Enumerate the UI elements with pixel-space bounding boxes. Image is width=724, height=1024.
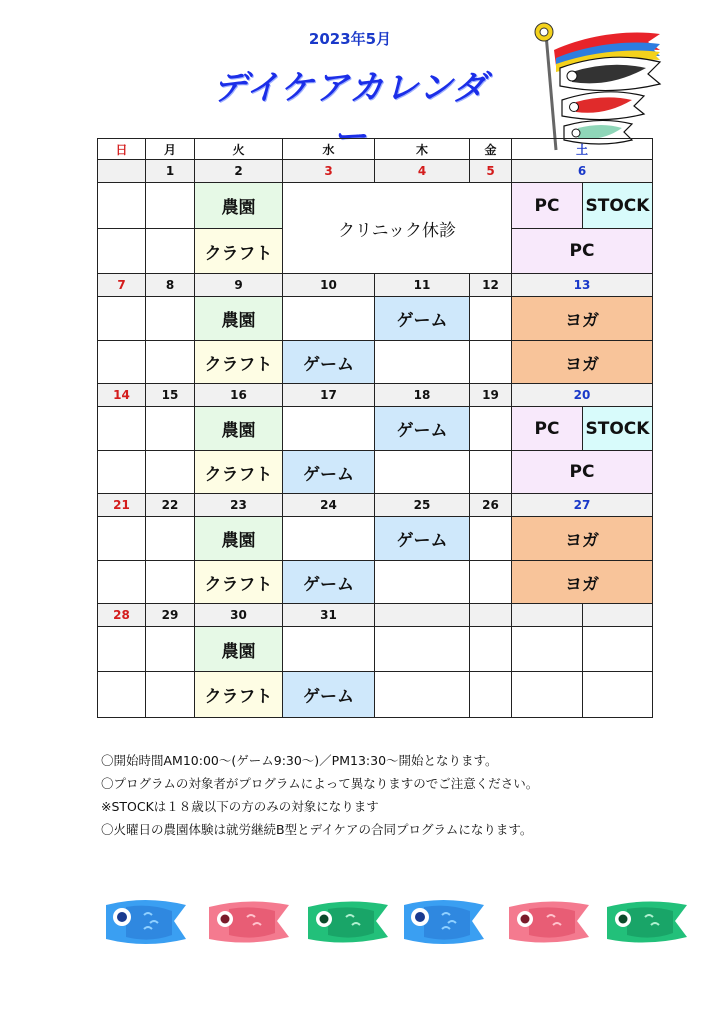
program-stock: STOCK [582, 406, 653, 451]
date-cell: 6 [511, 159, 653, 183]
program-cell [469, 626, 512, 672]
koinobori-green-icon [302, 893, 392, 953]
program-cell [511, 626, 583, 672]
clinic-closed: クリニック休診 [282, 182, 512, 274]
program-cell [145, 671, 195, 718]
program-cell [469, 516, 512, 561]
koinobori-pole-icon [520, 12, 670, 152]
date-cell: 20 [511, 383, 653, 407]
program-cell [374, 671, 470, 718]
date-cell: 2 [194, 159, 283, 183]
date-cell: 9 [194, 273, 283, 297]
note-farm: 〇火曜日の農園体験は就労継続B型とデイケアの合同プログラムになります。 [101, 822, 533, 837]
weekday-sunday: 日 [97, 138, 146, 160]
date-cell: 26 [469, 493, 512, 517]
program-cell [145, 296, 195, 341]
date-cell: 10 [282, 273, 375, 297]
program-pc: PC [511, 450, 653, 494]
program-pc: PC [511, 228, 653, 274]
koinobori-blue-icon [100, 893, 190, 953]
program-cell [145, 516, 195, 561]
date-cell: 25 [374, 493, 470, 517]
program-cell [97, 296, 146, 341]
program-cell [282, 406, 375, 451]
weekday-saturday: 土 [511, 138, 653, 160]
program-cell [282, 516, 375, 561]
date-cell: 13 [511, 273, 653, 297]
program-cell [469, 671, 512, 718]
date-cell: 5 [469, 159, 512, 183]
program-cell [97, 406, 146, 451]
weekday-tuesday: 火 [194, 138, 283, 160]
date-cell: 18 [374, 383, 470, 407]
note-target: 〇プログラムの対象者がプログラムによって異なりますのでご注意ください。 [101, 776, 539, 791]
program-cell [469, 296, 512, 341]
date-cell: 14 [97, 383, 146, 407]
program-stock: STOCK [582, 182, 653, 229]
program-craft: クラフト [194, 340, 283, 384]
program-cell [145, 182, 195, 229]
date-cell: 21 [97, 493, 146, 517]
program-craft: クラフト [194, 560, 283, 604]
year-month: 2023年5月 [308, 30, 392, 48]
program-cell [511, 671, 583, 718]
date-cell [511, 603, 583, 627]
date-cell: 15 [145, 383, 195, 407]
weekday-wednesday: 水 [282, 138, 375, 160]
program-cell [374, 450, 470, 494]
program-cell [97, 516, 146, 561]
date-cell: 24 [282, 493, 375, 517]
program-cell [582, 626, 653, 672]
page-title: デイケアカレンダー [212, 68, 488, 157]
program-game: ゲーム [374, 296, 470, 341]
program-farm: 農園 [194, 296, 283, 341]
note-stock: ※STOCKは１８歳以下の方のみの対象になります [101, 799, 379, 814]
program-cell [469, 406, 512, 451]
program-cell [469, 450, 512, 494]
program-cell [145, 406, 195, 451]
weekday-monday: 月 [145, 138, 195, 160]
program-cell [469, 340, 512, 384]
program-cell [145, 450, 195, 494]
program-game: ゲーム [282, 340, 375, 384]
program-yoga: ヨガ [511, 516, 653, 561]
program-farm: 農園 [194, 626, 283, 672]
date-cell: 19 [469, 383, 512, 407]
program-cell [145, 560, 195, 604]
date-cell: 8 [145, 273, 195, 297]
program-craft: クラフト [194, 450, 283, 494]
program-cell [374, 340, 470, 384]
date-cell: 11 [374, 273, 470, 297]
program-cell [282, 626, 375, 672]
date-cell: 31 [282, 603, 375, 627]
program-cell [374, 626, 470, 672]
program-craft: クラフト [194, 671, 283, 718]
weekday-thursday: 木 [374, 138, 470, 160]
program-cell [97, 671, 146, 718]
date-cell: 4 [374, 159, 470, 183]
program-cell [582, 671, 653, 718]
program-yoga: ヨガ [511, 340, 653, 384]
date-cell: 30 [194, 603, 283, 627]
program-game: ゲーム [282, 450, 375, 494]
program-game: ゲーム [374, 516, 470, 561]
program-cell [97, 340, 146, 384]
date-cell: 1 [145, 159, 195, 183]
date-cell [97, 159, 146, 183]
program-farm: 農園 [194, 516, 283, 561]
date-cell: 12 [469, 273, 512, 297]
program-cell [145, 228, 195, 274]
koinobori-pink-icon [203, 893, 293, 953]
date-cell [582, 603, 653, 627]
program-farm: 農園 [194, 182, 283, 229]
date-cell: 3 [282, 159, 375, 183]
program-farm: 農園 [194, 406, 283, 451]
program-cell [97, 450, 146, 494]
notes [101, 749, 538, 841]
weekday-friday: 金 [469, 138, 512, 160]
date-cell: 28 [97, 603, 146, 627]
program-cell [145, 626, 195, 672]
program-cell [97, 560, 146, 604]
program-cell [97, 626, 146, 672]
date-cell [374, 603, 470, 627]
program-cell [97, 182, 146, 229]
program-game: ゲーム [374, 406, 470, 451]
date-cell: 23 [194, 493, 283, 517]
date-cell: 22 [145, 493, 195, 517]
date-cell: 16 [194, 383, 283, 407]
program-cell [282, 296, 375, 341]
date-cell: 29 [145, 603, 195, 627]
date-cell: 17 [282, 383, 375, 407]
koinobori-blue-icon [398, 893, 488, 953]
program-game: ゲーム [282, 671, 375, 718]
program-cell [374, 560, 470, 604]
date-cell [469, 603, 512, 627]
note-start-time: 〇開始時間AM10:00～(ゲーム9:30～)／PM13:30～開始となります。 [101, 753, 498, 768]
date-cell: 27 [511, 493, 653, 517]
program-pc: PC [511, 406, 583, 451]
program-craft: クラフト [194, 228, 283, 274]
program-game: ゲーム [282, 560, 375, 604]
date-cell: 7 [97, 273, 146, 297]
program-cell [97, 228, 146, 274]
koinobori-pink-icon [503, 893, 593, 953]
program-cell [469, 560, 512, 604]
program-pc: PC [511, 182, 583, 229]
koinobori-green-icon [601, 893, 691, 953]
program-yoga: ヨガ [511, 560, 653, 604]
program-cell [145, 340, 195, 384]
program-yoga: ヨガ [511, 296, 653, 341]
